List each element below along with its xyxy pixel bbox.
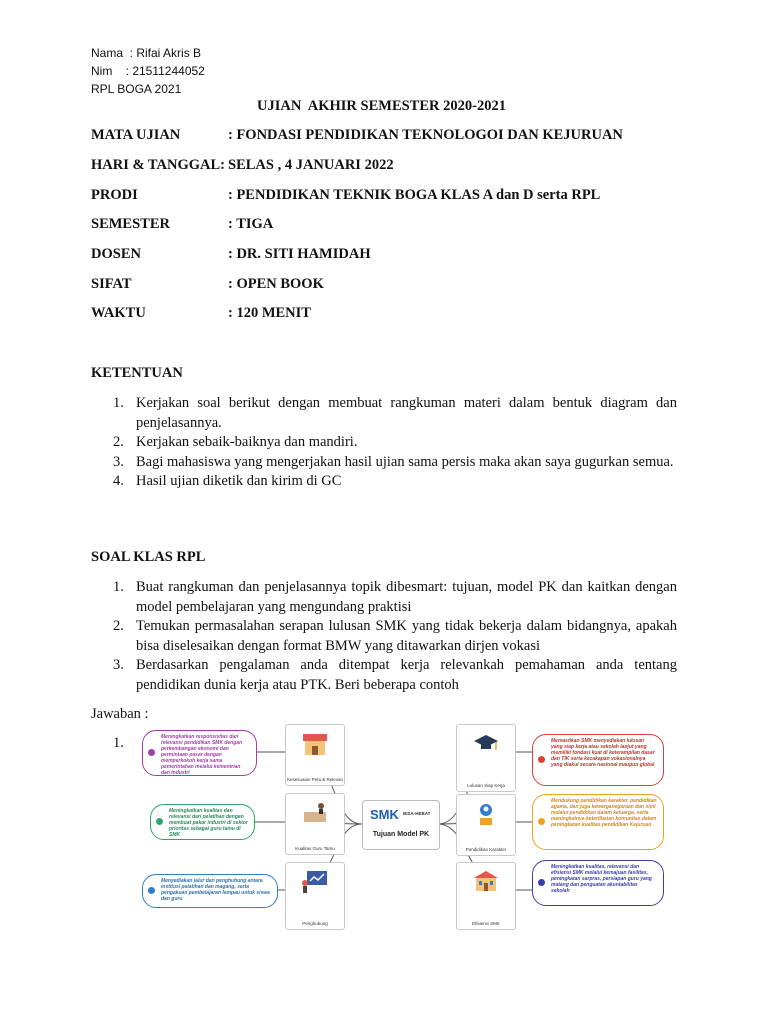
item-text: Buat rangkuman dan penjelasannya topik dibesmart: tujuan, model PK dan kaitkan dengan model pembelajaran yang mengundang praktisi xyxy=(136,579,677,615)
row-label: PRODI xyxy=(91,187,138,203)
leaf-node xyxy=(532,734,664,786)
node-card-kesesuaian xyxy=(285,724,345,786)
row-value: : TIGA xyxy=(228,216,274,232)
item-number: 1. xyxy=(113,579,124,595)
row-label: SIFAT xyxy=(91,276,132,292)
row-value: : OPEN BOOK xyxy=(228,276,324,292)
row-label: DOSEN xyxy=(91,246,141,262)
school-building-icon xyxy=(472,869,500,895)
item-text: Kerjakan sebaik-baiknya dan mandiri. xyxy=(136,434,358,450)
item-text: Bagi mahasiswa yang mengerjakan hasil ujian sama persis maka akan saya gugurkan semua. xyxy=(136,453,674,470)
shop-icon xyxy=(301,731,329,757)
leaf-node xyxy=(142,874,278,908)
presentation-icon xyxy=(301,869,329,895)
item-number: 2. xyxy=(113,618,124,634)
section-heading-ketentuan: KETENTUAN xyxy=(91,365,183,381)
graduation-cap-icon xyxy=(472,731,500,757)
list-item xyxy=(91,394,677,433)
leaf-text: Menyediakan jalur dan penghubung antara institusi pelatihan dan magang, serta pengakuan pembelajaran lampau untuk siswa dan guru xyxy=(161,878,270,902)
leaf-node xyxy=(142,730,257,776)
soal-list xyxy=(91,578,677,695)
leaf-text: Meningkatkan responsivitas dan relevansi pendidikan SMK dengan perkembangan ekonomi dan permintaan pasar dengan memperkokoh kerja sama pemerintahan melalui kementrian dan Industri xyxy=(161,734,243,776)
jawaban-number: 1. xyxy=(113,735,124,751)
item-number: 2. xyxy=(113,434,124,450)
leaf-dot xyxy=(538,756,545,763)
leaf-text: Meningkatkan kualitas, relevansi dan efisiensi SMK melalui kemajuan fasilitas, peningkatan sarpras, persiapan guru yang matang dan penguatan akuntabilitas sekolah xyxy=(551,864,652,894)
leaf-dot xyxy=(148,887,155,894)
node-caption: Pendidikan Karakter xyxy=(465,847,507,852)
leaf-node xyxy=(532,794,664,850)
row-value: : 120 MENIT xyxy=(228,305,311,321)
node-caption: Lulusan Siap Kerja xyxy=(467,783,505,788)
leaf-dot xyxy=(538,879,545,886)
item-number: 4. xyxy=(113,473,124,489)
item-text: Hasil ujian diketik dan kirim di GC xyxy=(136,473,342,489)
leaf-dot xyxy=(538,818,545,825)
node-card-lulusan xyxy=(456,724,516,792)
jawaban-label: Jawaban : xyxy=(91,706,149,722)
smk-logo: SMK xyxy=(370,807,399,822)
exam-title: UJIAN AKHIR SEMESTER 2020-2021 xyxy=(257,98,506,114)
leaf-text: Memastikan SMK menyediakan lulusan yang siap kerja atau sekolah lanjut yang memiliki fondasi kuat di keterampilan dasar dan TIK serta kecakapan vokasionalnya yang diakui secara nasional maupun global xyxy=(551,738,655,768)
student-class: RPL BOGA 2021 xyxy=(91,82,182,96)
student-name: Nama : Rifai Akris B xyxy=(91,46,202,60)
row-label: SEMESTER xyxy=(91,216,170,232)
row-value: SELAS , 4 JANUARI 2022 xyxy=(228,157,394,173)
list-item xyxy=(91,578,677,617)
node-caption: Kualitas Guru Tamu xyxy=(295,846,335,851)
item-text: Temukan permasalahan serapan lulusan SMK yang tidak bekerja dalam bidangnya, apakah bisa diselesaikan dengan format BMW yang ditawarkan dirjen vokasi xyxy=(136,618,677,654)
node-caption: Kesesuaian Peta & Relevan xyxy=(286,777,344,782)
ketentuan-list xyxy=(91,394,677,492)
section-heading-soal: SOAL KLAS RPL xyxy=(91,549,206,565)
node-card-penghubung xyxy=(285,862,345,930)
leaf-node xyxy=(150,804,255,840)
item-text: Kerjakan soal berikut dengan membuat rangkuman materi dalam bentuk diagram dan penjelasannya. xyxy=(136,395,677,431)
leaf-text: Mendukung pendidikan karakter, pendidikan agama, dan juga kewarganegaraan dan sipil melalui pendidikan dalam keluarga, serta meningkatnya keterlibatan komunitas dalam peningkatan kualitas pendidikan Kejuruan xyxy=(551,798,657,828)
list-item xyxy=(91,433,677,453)
center-title: Tujuan Model PK xyxy=(372,831,430,838)
smk-logo-tag: BISA-HEBAT xyxy=(403,811,431,816)
node-card-karakter xyxy=(456,794,516,856)
list-item xyxy=(91,453,677,473)
leaf-dot xyxy=(148,749,155,756)
leaf-node xyxy=(532,860,664,906)
node-card-efisiensi xyxy=(456,862,516,930)
leaf-text: Meningkatkan kualitas dan relevansi dari pelatihan dengan membuat pakar industri di sektor prioritas sebagai guru tamu di SMK xyxy=(169,808,248,838)
student-nim: Nim : 21511244052 xyxy=(91,64,205,78)
node-card-guru-tamu xyxy=(285,793,345,855)
leaf-dot xyxy=(156,818,163,825)
student-pin-icon xyxy=(472,801,500,827)
node-caption: Penghubung xyxy=(302,921,328,926)
item-number: 3. xyxy=(113,657,124,673)
row-label: HARI & TANGGAL: xyxy=(91,157,225,173)
row-value: : DR. SITI HAMIDAH xyxy=(228,246,371,262)
item-number: 3. xyxy=(113,453,124,470)
node-caption: Efisiensi SMK xyxy=(472,921,500,926)
list-item xyxy=(91,472,677,492)
mindmap-diagram xyxy=(140,722,666,932)
item-text: Berdasarkan pengalaman anda ditempat kerja relevankah pemahaman anda tentang pendidikan dunia kerja atau PTK. Beri beberapa contoh xyxy=(136,657,677,693)
item-number: 1. xyxy=(113,395,124,411)
list-item xyxy=(91,617,677,656)
row-value: : PENDIDIKAN TEKNIK BOGA KLAS A dan D serta RPL xyxy=(228,187,601,203)
center-node xyxy=(362,800,440,850)
teacher-icon xyxy=(301,800,329,826)
row-label: MATA UJIAN xyxy=(91,127,181,143)
row-label: WAKTU xyxy=(91,305,146,321)
list-item xyxy=(91,656,677,695)
row-value: : FONDASI PENDIDIKAN TEKNOLOGOI DAN KEJURUAN xyxy=(228,127,623,143)
